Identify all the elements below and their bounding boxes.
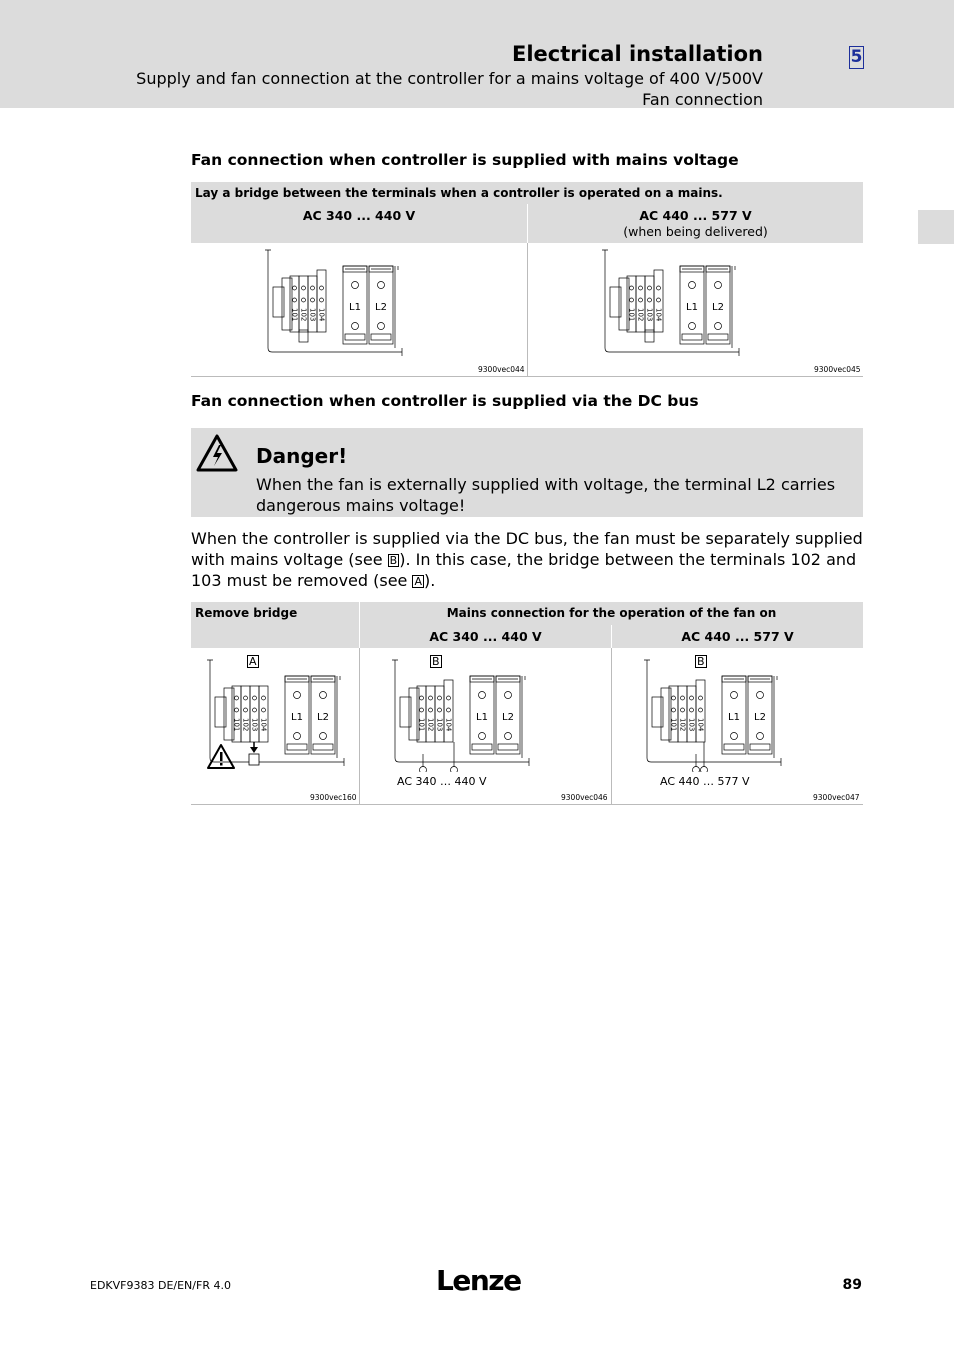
document-id: EDKVF9383 DE/EN/FR 4.0 xyxy=(90,1279,231,1292)
section-heading-dcbus: Fan connection when controller is supplied via the DC bus xyxy=(191,392,699,410)
figure-id: 9300vec045 xyxy=(814,365,861,374)
terminal-label: 103 xyxy=(435,718,444,732)
page-header xyxy=(0,0,954,108)
figure-id: 9300vec160 xyxy=(310,793,357,802)
page-title: Electrical installation xyxy=(512,42,763,66)
terminal-label: L1 xyxy=(349,302,361,313)
terminal-label: 102 xyxy=(426,718,435,732)
ref-a: A xyxy=(414,575,423,588)
page-subtitle: Supply and fan connection at the controller for a mains voltage of 400 V/500V xyxy=(136,69,763,88)
terminal-label: 101 xyxy=(627,308,636,322)
terminal-label: L1 xyxy=(686,302,698,313)
high-voltage-warning-icon xyxy=(196,434,238,472)
terminal-label: 104 xyxy=(317,308,326,322)
terminal-label: 104 xyxy=(654,308,663,322)
terminal-label: L2 xyxy=(712,302,724,313)
wiring-diagram-dc-ac440 xyxy=(641,654,791,772)
terminal-label: 101 xyxy=(669,718,678,732)
terminal-label: L2 xyxy=(502,712,514,723)
chapter-number[interactable]: 5 xyxy=(850,47,863,67)
danger-text: When the fan is externally supplied with voltage, the terminal L2 carries dangerous mains voltage! xyxy=(256,475,836,515)
terminal-label: 103 xyxy=(687,718,696,732)
terminal-label: 101 xyxy=(290,308,299,322)
ref-b: B xyxy=(389,554,398,567)
terminal-label: 101 xyxy=(232,718,241,732)
terminal-label: L1 xyxy=(291,712,303,723)
figure-id: 9300vec046 xyxy=(561,793,608,802)
terminal-label: 104 xyxy=(444,718,453,732)
table2-col2-title: AC 340 ... 440 V xyxy=(429,629,542,644)
terminal-label: 102 xyxy=(241,718,250,732)
table2-col1-title: Remove bridge xyxy=(195,606,298,620)
table1-col2-subtitle: (when being delivered) xyxy=(623,224,768,239)
dcbus-paragraph: When the controller is supplied via the DC bus, the fan must be separately supplied with mains voltage (see B ). In this case, the bridge between the terminals 102 and 103 must be removed (see A ). xyxy=(191,529,863,590)
terminal-label: L1 xyxy=(476,712,488,723)
terminal-label: 101 xyxy=(417,718,426,732)
terminal-label: L1 xyxy=(728,712,740,723)
wiring-diagram-ac440 xyxy=(599,248,749,360)
terminal-label: 102 xyxy=(299,308,308,322)
wiring-diagram-ac340 xyxy=(262,248,412,360)
figure-label-b: B xyxy=(432,655,440,668)
table1-col2-title: AC 440 ... 577 V xyxy=(639,208,752,223)
terminal-label: L2 xyxy=(375,302,387,313)
terminal-label: 102 xyxy=(636,308,645,322)
terminal-label: L2 xyxy=(317,712,329,723)
lenze-logo: Lenze xyxy=(436,1264,521,1297)
terminal-label: 104 xyxy=(259,718,268,732)
wiring-diagram-remove-bridge xyxy=(204,654,354,770)
wiring-diagram-dc-ac340 xyxy=(389,654,539,772)
table1-note: Lay a bridge between the terminals when a controller is operated on a mains. xyxy=(195,186,723,200)
figure-id: 9300vec047 xyxy=(813,793,860,802)
terminal-label: L2 xyxy=(754,712,766,723)
danger-title: Danger! xyxy=(256,444,348,468)
section-heading-mains: Fan connection when controller is supplied with mains voltage xyxy=(191,151,739,169)
side-tab xyxy=(918,210,954,244)
terminal-label: 103 xyxy=(308,308,317,322)
terminal-label: 103 xyxy=(645,308,654,322)
page-number: 89 xyxy=(842,1277,862,1293)
voltage-label: AC 340 … 440 V xyxy=(397,775,487,788)
warning-icon xyxy=(208,745,234,768)
table1-col1-title: AC 340 ... 440 V xyxy=(302,208,416,223)
figure-id: 9300vec044 xyxy=(478,365,525,374)
figure-label-a: A xyxy=(249,655,257,668)
table2-col3-title: AC 440 ... 577 V xyxy=(681,629,794,644)
terminal-label: 104 xyxy=(696,718,705,732)
table2-group-title: Mains connection for the operation of the fan on xyxy=(446,606,777,620)
terminal-label: 102 xyxy=(678,718,687,732)
terminal-label: 103 xyxy=(250,718,259,732)
figure-label-b2: B xyxy=(697,655,705,668)
page-subtitle-2: Fan connection xyxy=(642,90,763,109)
voltage-label: AC 440 … 577 V xyxy=(660,775,750,788)
